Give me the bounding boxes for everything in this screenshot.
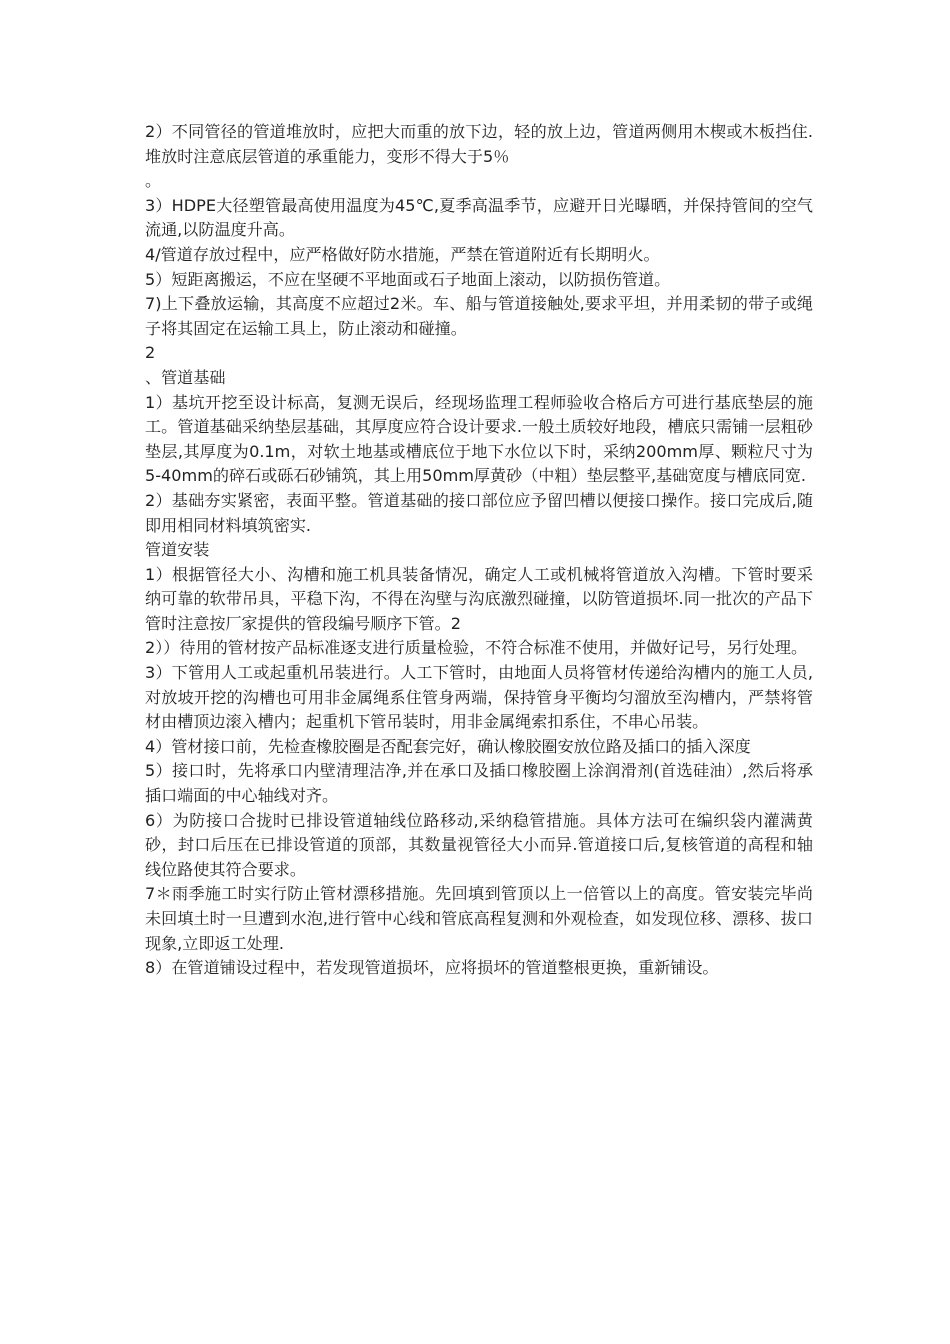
document-body <box>145 120 813 981</box>
paragraph: 6）为防接口合拢时已排设管道轴线位路移动,采纳稳管措施。具体方法可在编织袋内灌满黄砂，封口后压在已排设管道的顶部，其数量视管径大小而异.管道接口后,复核管道的高程和轴线位路使其符合要求。 <box>145 810 813 879</box>
paragraph: 5）短距离搬运，不应在坚硬不平地面或石子地面上滚动，以防损伤管道。 <box>145 269 671 289</box>
paragraph: 4）管材接口前，先检查橡胶圈是否配套完好，确认橡胶圈安放位路及插口的插入深度 <box>145 736 751 756</box>
paragraph: 1）基坑开挖至设计标高，复测无误后，经现场监理工程师验收合格后方可进行基底垫层的施工。管道基础采纳垫层基础，其厚度应符合设计要求.一般土质较好地段，槽底只需铺一层粗砂垫层,其厚度为0.1m，对软土地基或槽底位于地下水位以下时，采纳200mm厚、颗粒尺寸为5-40mm的碎石或砾石砂铺筑，其上用50mm厚黄砂（中粗）垫层整平,基础宽度与槽底同宽. <box>145 392 813 486</box>
paragraph: 2））待用的管材按产品标准逐支进行质量检验，不符合标准不使用，并做好记号，另行处理。 <box>145 638 808 658</box>
section-heading: 、管道基础 <box>145 367 226 387</box>
paragraph: 2 <box>145 343 156 363</box>
paragraph: 7＊雨季施工时实行防止管材漂移措施。先回填到管顶以上一倍管以上的高度。管安装完毕尚未回填土时一旦遭到水泡,进行管中心线和管底高程复测和外观检查，如发现位移、漂移、拔口现象,立即返工处理. <box>145 884 813 953</box>
paragraph: 5）接口时，先将承口内壁清理洁净,并在承口及插口橡胶圈上涂润滑剂(首选硅油）,然后将承插口端面的中心轴线对齐。 <box>145 761 813 806</box>
paragraph: 8）在管道铺设过程中，若发现管道损坏，应将损坏的管道整根更换，重新铺设。 <box>145 958 719 978</box>
paragraph: 7)上下叠放运输，其高度不应超过2米。车、船与管道接触处,要求平坦，并用柔韧的带子或绳子将其固定在运输工具上，防止滚动和碰撞。 <box>145 294 813 338</box>
paragraph: 2）不同管径的管道堆放时，应把大而重的放下边，轻的放上边，管道两侧用木楔或木板挡住.堆放时注意底层管道的承重能力，变形不得大于5％ <box>145 122 813 166</box>
section-heading: 管道安装 <box>145 540 210 560</box>
paragraph: 2）基础夯实紧密，表面平整。管道基础的接口部位应予留凹槽以便接口操作。接口完成后,随即用相同材料填筑密实. <box>145 490 813 535</box>
paragraph: 3）下管用人工或起重机吊装进行。人工下管时，由地面人员将管材传递给沟槽内的施工人员,对放坡开挖的沟槽也可用非金属绳系住管身两端，保持管身平衡均匀溜放至沟槽内，严禁将管材由槽顶边滚入槽内；起重机下管吊装时，用非金属绳索扣系住，不串心吊装。 <box>145 663 813 732</box>
paragraph: 4/管道存放过程中，应严格做好防水措施，严禁在管道附近有长期明火。 <box>145 244 660 264</box>
paragraph: 3）HDPE大径塑管最高使用温度为45℃,夏季高温季节，应避开日光曝晒，并保持管间的空气流通,以防温度升高。 <box>145 195 813 240</box>
paragraph: 。 <box>145 171 162 191</box>
paragraph: 1）根据管径大小、沟槽和施工机具装备情况，确定人工或机械将管道放入沟槽。下管时要采纳可靠的软带吊具，平稳下沟，不得在沟壁与沟底激烈碰撞，以防管道损坏.同一批次的产品下管时注意按厂家提供的管段编号顺序下管。2 <box>145 564 813 633</box>
